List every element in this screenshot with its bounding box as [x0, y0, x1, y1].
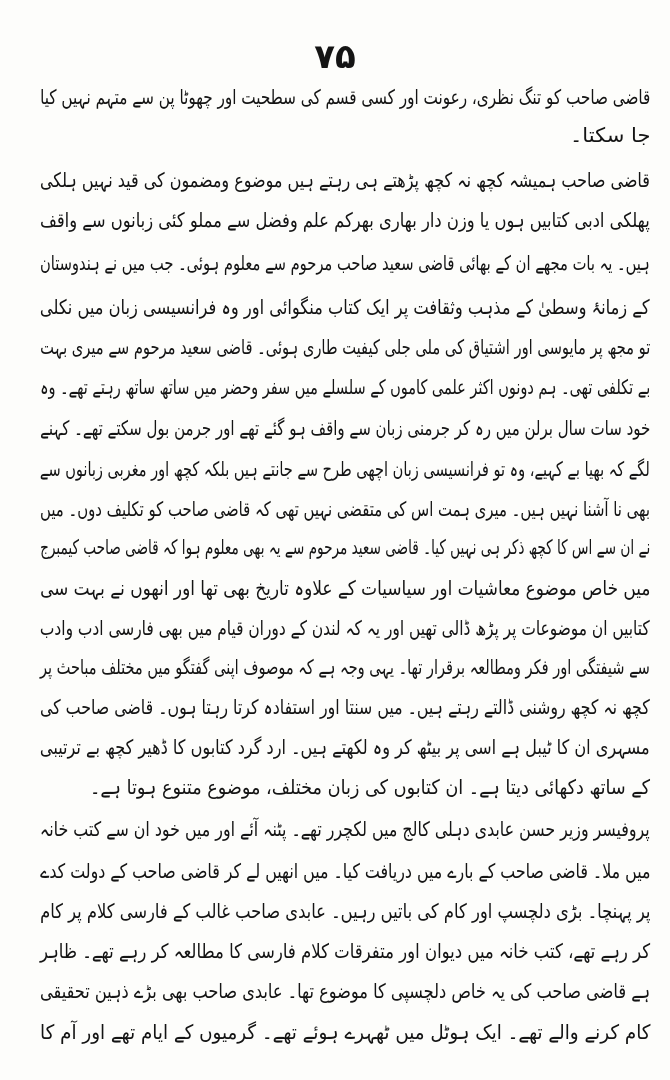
text-line: قاضی صاحب کو تنگ نظری، رعونت اور کسی قسم کی سطحیت اور چھوٹا پن سے متہم نہیں کیا — [39, 85, 650, 109]
text-line: تو مجھ پر مایوسی اور اشتیاق کی ملی جلی کیفیت طاری ہوئی۔ قاضی سعید مرحوم سے میری بہت — [39, 335, 650, 359]
text-line: قاضی صاحب ہمیشہ کچھ نہ کچھ پڑھتے ہی رہتے ہیں موضوع ومضمون کی قید نہیں ہلکی — [40, 168, 650, 192]
text-line: کچھ نہ کچھ روشنی ڈالتے رہتے ہیں۔ میں سنتا اور استفادہ کرتا رہتا ہوں۔ قاضی صاحب کی — [40, 695, 650, 719]
text-line: ہے قاضی صاحب کی یہ خاص دلچسپی کا موضوع تھا۔ عابدی صاحب بھی بڑے ذہین تحقیقی — [39, 979, 650, 1003]
text-line: ہیں۔ یہ بات مجھے ان کے بھائی قاضی سعید صاحب مرحوم سے معلوم ہوئی۔ جب میں نے ہندوستان — [40, 251, 650, 275]
text-line: سے شیفتگی اور فکر ومطالعہ برقرار تھا۔ یہی وجہ ہے کہ موصوف اپنی گفتگو میں مختلف مباحث پر — [40, 655, 650, 679]
text-line: لگے کہ بھیا بے کہیے، وہ تو فرانسیسی زبان اچھی طرح سے جانتے ہیں بلکہ کچھ اور مغربی زبانوں سے — [40, 457, 650, 481]
text-line: کتابیں ان موضوعات پر پڑھ ڈالی تھیں اور یہ کہ لندن کے دوران قیام میں بھی فارسی ادب وادب — [40, 616, 650, 640]
text-line: بے تکلفی تھی۔ ہم دونوں اکثر علمی کاموں کے سلسلے میں سفر وحضر میں ساتھ ساتھ رہتے تھے۔ وہ — [39, 375, 650, 399]
text-line: پھلکی ادبی کتابیں ہوں یا وزن دار بھاری بھرکم علم وفضل سے مملو کئی زبانوں سے واقف — [40, 208, 650, 232]
text-line: میں خاص موضوع معاشیات اور سیاسیات کے علاوہ تاریخ بھی تھا اور انھوں نے بہت سی — [39, 576, 650, 600]
text-line: پروفیسر وزیر حسن عابدی دہلی کالج میں لکچرر تھے۔ پٹنہ آئے اور میں خود ان سے کتب خانہ — [40, 817, 650, 841]
text-line: نے ان سے اس کا کچھ ذکر ہی نہیں کیا۔ قاضی سعید مرحوم سے یہ بھی معلوم ہوا کہ قاضی صاحب کیمبرج — [39, 535, 650, 559]
text-line: کے زمانۂ وسطیٰ کے مذہب وثقافت پر ایک کتاب منگوائی اور وہ فرانسیسی زبان میں نکلی — [40, 295, 650, 319]
page-number: ۷۵ — [314, 37, 356, 77]
text-line: میں ملا۔ قاضی صاحب کے بارے میں دریافت کیا۔ میں انھیں لے کر قاضی صاحب کے دولت کدے — [39, 859, 650, 883]
text-line: خود سات سال برلن میں رہ کر جرمنی زبان سے واقف ہو گئے تھے اور جرمن بول سکتے تھے۔ کہنے — [39, 416, 650, 440]
text-line: بھی نا آشنا نہیں ہیں۔ میری ہمت اس کی متقضی نہیں تھی کہ قاضی صاحب کو تکلیف دوں۔ میں — [39, 497, 650, 521]
text-line: کام کرنے والے تھے۔ ایک ہوٹل میں ٹھہرے ہوئے تھے۔ گرمیوں کے ایام تھے اور آم کا — [39, 1020, 650, 1044]
text-line: جا سکتا۔ — [569, 123, 650, 147]
text-line: پر پہنچا۔ بڑی دلچسپ اور کام کی باتیں رہیں۔ عابدی صاحب غالب کے فارسی کلام پر کام — [39, 899, 650, 923]
text-line: کر رہے تھے، کتب خانہ میں دیوان اور متفرقات کلام فارسی کا مطالعہ کر رہے تھے۔ ظاہر — [39, 939, 650, 963]
text-line: مسہری ان کا ٹیبل ہے اسی پر بیٹھ کر وہ لکھتے ہیں۔ ارد گرد کتابوں کا ڈھیر کچھ بے ترتیبی — [40, 735, 650, 759]
text-line: کے ساتھ دکھائی دیتا ہے۔ ان کتابوں کی زبان مختلف، موضوع متنوع ہوتا ہے۔ — [90, 775, 650, 799]
